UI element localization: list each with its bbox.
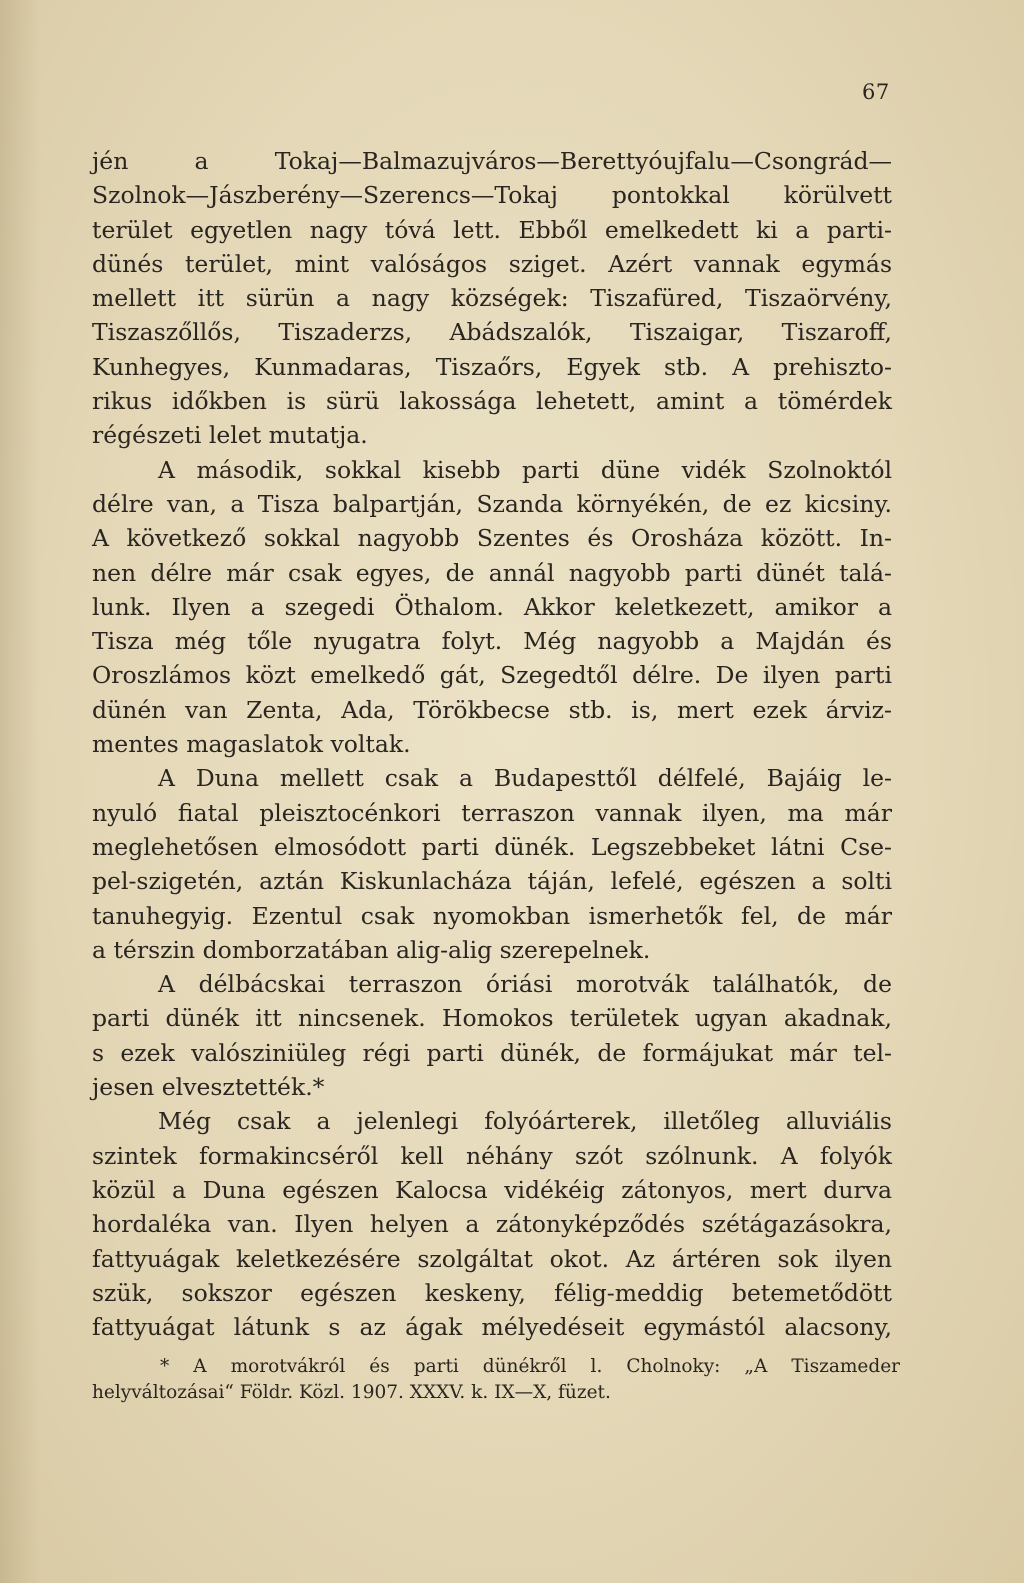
- paragraph-start-line: Még csak a jelenlegi folyóárterek, illetőleg alluviális: [158, 1107, 892, 1136]
- page-number: 67: [862, 80, 890, 104]
- text-line: szintek formakincséről kell néhány szót szólnunk. A folyók: [92, 1141, 892, 1170]
- text-line: tanuhegyig. Ezentul csak nyomokban ismerhetők fel, de már: [92, 901, 892, 930]
- text-line: dünés terület, mint valóságos sziget. Azért vannak egymás: [92, 249, 892, 278]
- text-line: dünén van Zenta, Ada, Törökbecse stb. is, mert ezek árviz-: [92, 695, 892, 724]
- text-line: meglehetősen elmosódott parti dünék. Legszebbeket látni Cse-: [92, 832, 892, 861]
- text-line: a térszin domborzatában alig-alig szerepelnek.: [92, 935, 651, 964]
- footnote-line: helyváltozásai“ Földr. Közl. 1907. XXXV. k. IX—X, füzet.: [92, 1382, 611, 1403]
- paragraph-start-line: A délbácskai terraszon óriási morotvák találhatók, de: [158, 970, 892, 999]
- text-line: délre van, a Tisza balpartján, Szanda környékén, de ez kicsiny.: [92, 489, 892, 518]
- text-line: fattyuágat látunk s az ágak mélyedéseit egymástól alacsony,: [92, 1313, 892, 1342]
- text-line: pel-szigetén, aztán Kiskunlacháza táján, lefelé, egészen a solti: [92, 867, 892, 896]
- text-line: lunk. Ilyen a szegedi Öthalom. Akkor keletkezett, amikor a: [92, 592, 892, 621]
- text-line: Szolnok—Jászberény—Szerencs—Tokaj pontokkal körülvett: [92, 181, 892, 210]
- text-line: Kunhegyes, Kunmadaras, Tiszaőrs, Egyek stb. A prehiszto-: [92, 352, 892, 381]
- text-line: fattyuágak keletkezésére szolgáltat okot. Az ártéren sok ilyen: [92, 1244, 892, 1273]
- text-line: szük, sokszor egészen keskeny, félig-meddig betemetődött: [92, 1278, 892, 1307]
- body-text: [92, 144, 892, 1344]
- text-line: régészeti lelet mutatja.: [92, 421, 368, 450]
- text-line: Oroszlámos közt emelkedő gát, Szegedtől délre. De ilyen parti: [92, 661, 892, 690]
- text-line: nyuló fiatal pleisztocénkori terraszon vannak ilyen, ma már: [92, 798, 892, 827]
- text-line: mentes magaslatok voltak.: [92, 730, 411, 759]
- text-line: Tiszaszőllős, Tiszaderzs, Abádszalók, Tiszaigar, Tiszaroff,: [92, 318, 892, 347]
- text-line: nen délre már csak egyes, de annál nagyobb parti dünét talá-: [92, 558, 892, 587]
- text-line: parti dünék itt nincsenek. Homokos területek ugyan akadnak,: [92, 1004, 892, 1033]
- footnote-line: * A morotvákról és parti dünékről l. Cholnoky: „A Tiszameder: [160, 1356, 900, 1377]
- text-line: jén a Tokaj—Balmazujváros—Berettyóujfalu—Csongrád—: [92, 147, 892, 175]
- text-line: A következő sokkal nagyobb Szentes és Orosháza között. In-: [92, 524, 892, 553]
- footnote: [92, 1354, 900, 1406]
- paragraph-start-line: A második, sokkal kisebb parti düne vidék Szolnoktól: [158, 455, 892, 484]
- text-line: közül a Duna egészen Kalocsa vidékéig zátonyos, mert durva: [92, 1175, 892, 1204]
- text-line: rikus időkben is sürü lakossága lehetett, amint a tömérdek: [92, 387, 892, 416]
- text-line: mellett itt sürün a nagy községek: Tiszafüred, Tiszaörvény,: [92, 284, 892, 313]
- text-line: Tisza még tőle nyugatra folyt. Még nagyobb a Majdán és: [92, 627, 892, 656]
- paragraph-start-line: A Duna mellett csak a Budapesttől délfelé, Bajáig le-: [158, 764, 892, 793]
- text-line: hordaléka van. Ilyen helyen a zátonyképződés szétágazásokra,: [92, 1210, 892, 1239]
- text-line: jesen elvesztették.*: [92, 1073, 325, 1102]
- text-line: s ezek valósziniüleg régi parti dünék, de formájukat már tel-: [92, 1038, 892, 1067]
- text-line: terület egyetlen nagy tóvá lett. Ebből emelkedett ki a parti-: [92, 215, 892, 244]
